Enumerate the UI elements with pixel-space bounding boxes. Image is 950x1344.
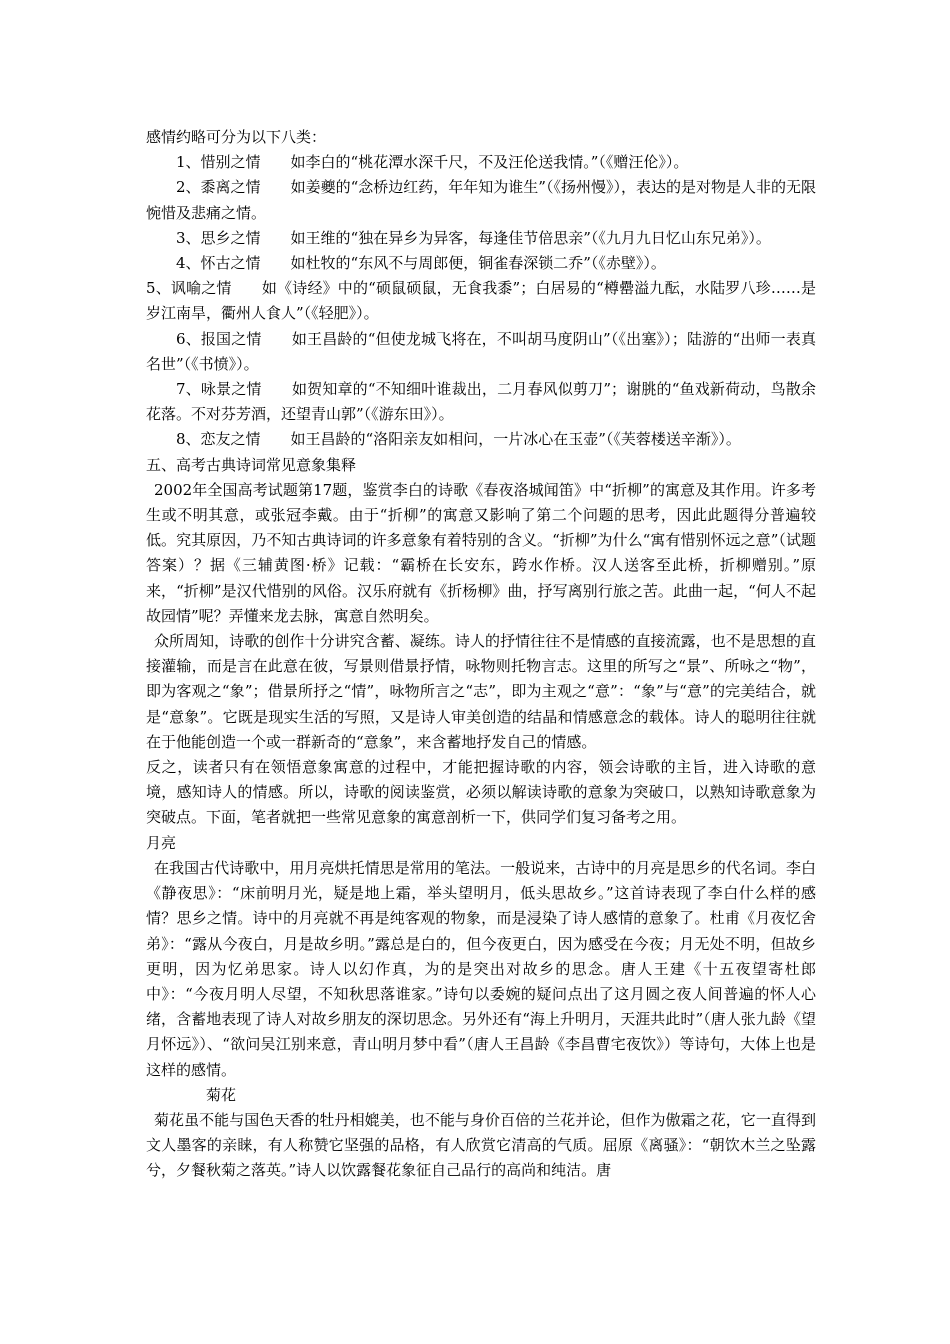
intro-line: 感情约略可分为以下八类： [146, 128, 327, 146]
paragraph-zheliu: 2002年全国高考试题第17题，鉴赏李白的诗歌《春夜洛城闻笛》中“折柳”的寓意及其作用。许多考生或不明其意，或张冠李戴。由于“折柳”的寓意又影响了第二个问题的思考，因此此题得分普遍较低。究其原因，乃不知古典诗词的许多意象有着特别的含义。“折柳”为什么“寓有惜别怀远之意”（试题答案）？据《三辅黄图·桥》记载：“霸桥在长安东，跨水作桥。汉人送客至此桥，折柳赠别。”原来，“折柳”是汉代惜别的风俗。汉乐府就有《折杨柳》曲，抒写离别行旅之苦。此曲一起，“何人不起故园情”呢？弄懂来龙去脉，寓意自然明矣。 [146, 480, 816, 625]
subheading-chrysanthemum: 菊花 [206, 1085, 237, 1104]
paragraph-chrysanthemum: 菊花虽不能与国色天香的牡丹相媲美，也不能与身价百倍的兰花并论，但作为傲霜之花，它一直得到文人墨客的亲睐，有人称赞它坚强的品格，有人欣赏它清高的气质。屈原《离骚》：“朝饮木兰之坠露兮，夕餐秋菊之落英。”诗人以饮露餐花象征自己品行的高尚和纯洁。唐 [146, 1110, 816, 1180]
paragraph-yixiang: 众所周知，诗歌的创作十分讲究含蓄、凝练。诗人的抒情往往不是情感的直接流露，也不是思想的直接灌输，而是言在此意在彼，写景则借景抒情，咏物则托物言志。这里的所写之“景”、所咏之“物”，即为客观之“象”；借景所抒之“情”，咏物所言之“志”，即为主观之“意”：“象”与“意”的完美结合，就是“意象”。它既是现实生活的写照，又是诗人审美创造的结晶和情感意念的载体。诗人的聪明往往就在于他能创造一个或一群新奇的“意象”，来含蓄地抒发自己的情感。 [146, 632, 816, 751]
paragraph-reader: 反之，读者只有在领悟意象寓意的过程中，才能把握诗歌的内容，领会诗歌的主旨，进入诗歌的意境，感知诗人的情感。所以，诗歌的阅读鉴赏，必须以解读诗歌的意象为突破口，以熟知诗歌意象为突破点。下面，笔者就把一些常见意象的寓意剖析一下，供同学们复习备考之用。 [146, 758, 816, 827]
category-satire: 5、讽喻之情 如《诗经》中的“硕鼠硕鼠，无食我黍”；白居易的“樽罍溢九酝，水陆罗八珍……是岁江南旱，衢州人食人”（《轻肥》）。 [146, 279, 816, 323]
subheading-moon: 月亮 [146, 833, 177, 852]
paragraph-moon: 在我国古代诗歌中，用月亮烘托情思是常用的笔法。一般说来，古诗中的月亮是思乡的代名词。李白《静夜思》：“床前明月光，疑是地上霜，举头望明月，低头思故乡。”这首诗表现了李白什么样的感情？思乡之情。诗中的月亮就不再是纯客观的物象，而是浸染了诗人感情的意象了。杜甫《月夜忆舍弟》：“露从今夜白，月是故乡明。”露总是白的，但今夜更白，因为感受在今夜；月无处不明，但故乡更明，因为忆弟思家。诗人以幻作真，为的是突出对故乡的思念。唐人王建《十五夜望寄杜郎中》：“今夜月明人尽望，不知秋思落谁家。”诗句以委婉的疑问点出了这月圆之夜人间普遍的怀人心绪，含蓄地表现了诗人对故乡朋友的深切思念。另外还有“海上升明月，天涯共此时”（唐人张九龄《望月怀远》）、“欲问吴江别来意，青山明月梦中看”（唐人王昌龄《李昌曹宅夜饮》）等诗句，大体上也是这样的感情。 [146, 858, 816, 1079]
category-scenery: 7、咏景之情 如贺知章的“不知细叶谁裁出，二月春风似剪刀”；谢朓的“鱼戏新荷动，鸟散余花落。不对芬芳酒，还望青山郭”（《游东田》）。 [146, 380, 816, 424]
category-patriotism: 6、报国之情 如王昌龄的“但使龙城飞将在，不叫胡马度阴山”（《出塞》）；陆游的“出师一表真名世”（《书愤》）。 [146, 329, 816, 373]
document-page [146, 125, 816, 1184]
section-heading: 五、高考古典诗词常见意象集释 [146, 455, 357, 474]
category-farewell: 1、惜别之情 如李白的“桃花潭水深千尺，不及汪伦送我情。”（《赠汪伦》）。 [176, 153, 689, 172]
category-nostalgia: 4、怀古之情 如杜牧的“东风不与周郎便，铜雀春深锁二乔”（《赤壁》）。 [176, 254, 666, 273]
category-shuli: 2、黍离之情 如姜夔的“念桥边红药，年年知为谁生”（《扬州慢》），表达的是对物是人非的无限惋惜及悲痛之情。 [146, 178, 816, 222]
category-homesick: 3、思乡之情 如王维的“独在异乡为异客，每逢佳节倍思亲”（《九月九日忆山东兄弟》）。 [176, 228, 771, 247]
category-friendship: 8、恋友之情 如王昌龄的“洛阳亲友如相问，一片冰心在玉壶”（《芙蓉楼送辛渐》）。 [176, 430, 741, 449]
